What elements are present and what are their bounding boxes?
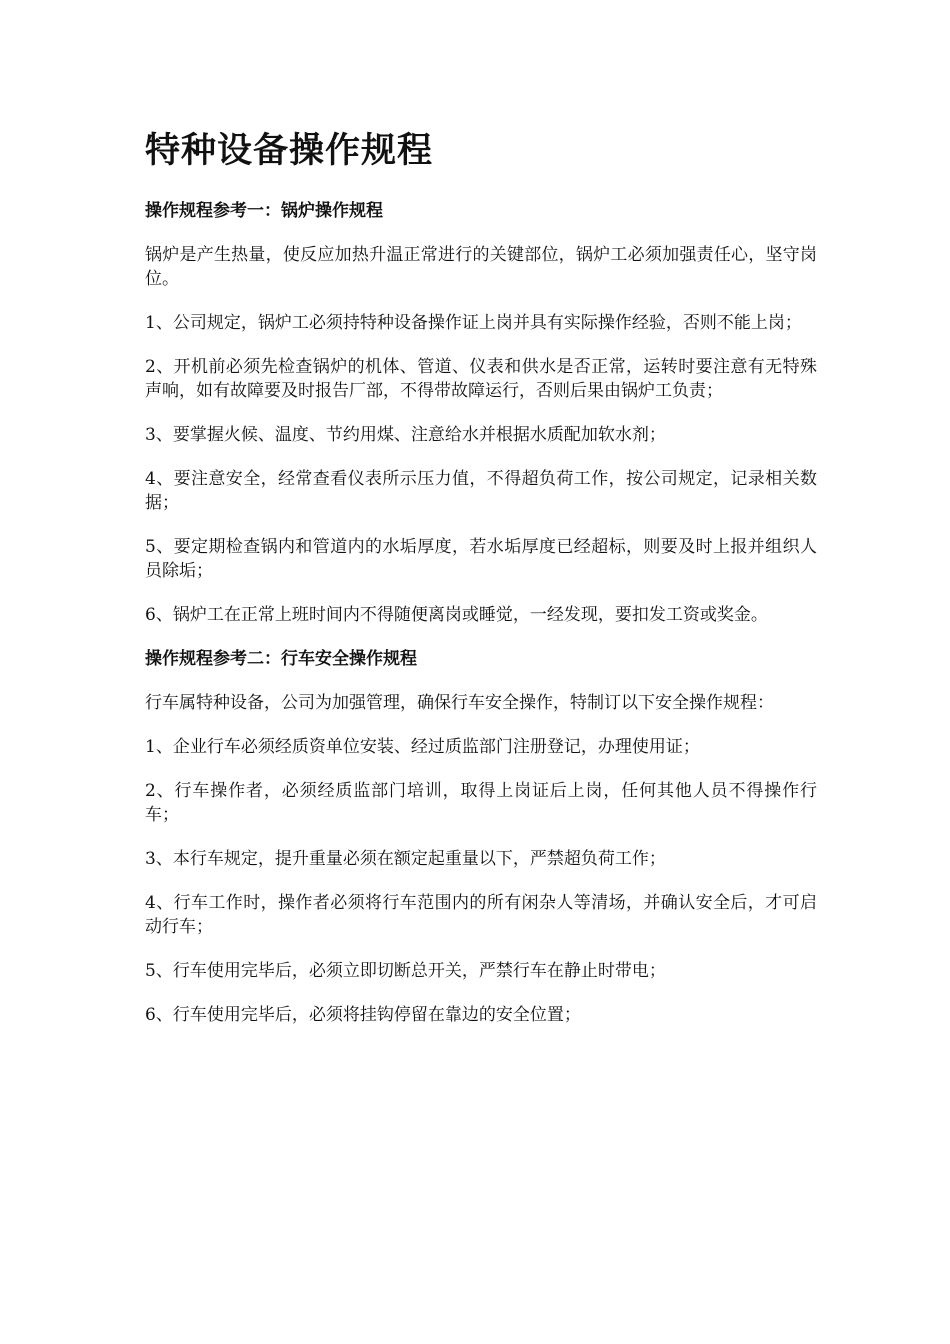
paragraph: 1、企业行车必须经质资单位安装、经过质监部门注册登记，办理使用证； (145, 737, 700, 757)
section-heading: 操作规程参考一：锅炉操作规程 (145, 201, 383, 221)
paragraph: 行车属特种设备，公司为加强管理，确保行车安全操作，特制订以下安全操作规程： (145, 693, 774, 713)
paragraph: 2、开机前必须先检查锅炉的机体、管道、仪表和供水是否正常，运转时要注意有无特殊声响，如有故障要及时报告厂部，不得带故障运行，否则后果由锅炉工负责； (145, 357, 817, 401)
section-heading: 操作规程参考二：行车安全操作规程 (145, 649, 417, 669)
paragraph: 6、行车使用完毕后，必须将挂钩停留在靠边的安全位置； (145, 1005, 581, 1025)
paragraph: 1、公司规定，锅炉工必须持特种设备操作证上岗并具有实际操作经验，否则不能上岗； (145, 313, 802, 333)
section-crane (145, 647, 817, 1027)
paragraph: 4、行车工作时，操作者必须将行车范围内的所有闲杂人等清场，并确认安全后，才可启动行车； (145, 893, 817, 937)
paragraph: 6、锅炉工在正常上班时间内不得随便离岗或睡觉，一经发现，要扣发工资或奖金。 (145, 605, 768, 625)
section-boiler (145, 199, 817, 627)
paragraph: 3、要掌握火候、温度、节约用煤、注意给水并根据水质配加软水剂； (145, 425, 666, 445)
paragraph: 4、要注意安全，经常查看仪表所示压力值，不得超负荷工作，按公司规定，记录相关数据； (145, 469, 817, 513)
document-title: 特种设备操作规程 (145, 131, 434, 171)
document-page (145, 128, 817, 1047)
paragraph: 5、要定期检查锅内和管道内的水垢厚度，若水垢厚度已经超标，则要及时上报并组织人员除垢； (145, 537, 817, 581)
paragraph: 3、本行车规定，提升重量必须在额定起重量以下，严禁超负荷工作； (145, 849, 666, 869)
paragraph: 锅炉是产生热量，使反应加热升温正常进行的关键部位，锅炉工必须加强责任心，坚守岗位。 (145, 245, 817, 289)
paragraph: 5、行车使用完毕后，必须立即切断总开关，严禁行车在静止时带电； (145, 961, 666, 981)
paragraph: 2、行车操作者，必须经质监部门培训，取得上岗证后上岗，任何其他人员不得操作行车； (145, 781, 817, 825)
